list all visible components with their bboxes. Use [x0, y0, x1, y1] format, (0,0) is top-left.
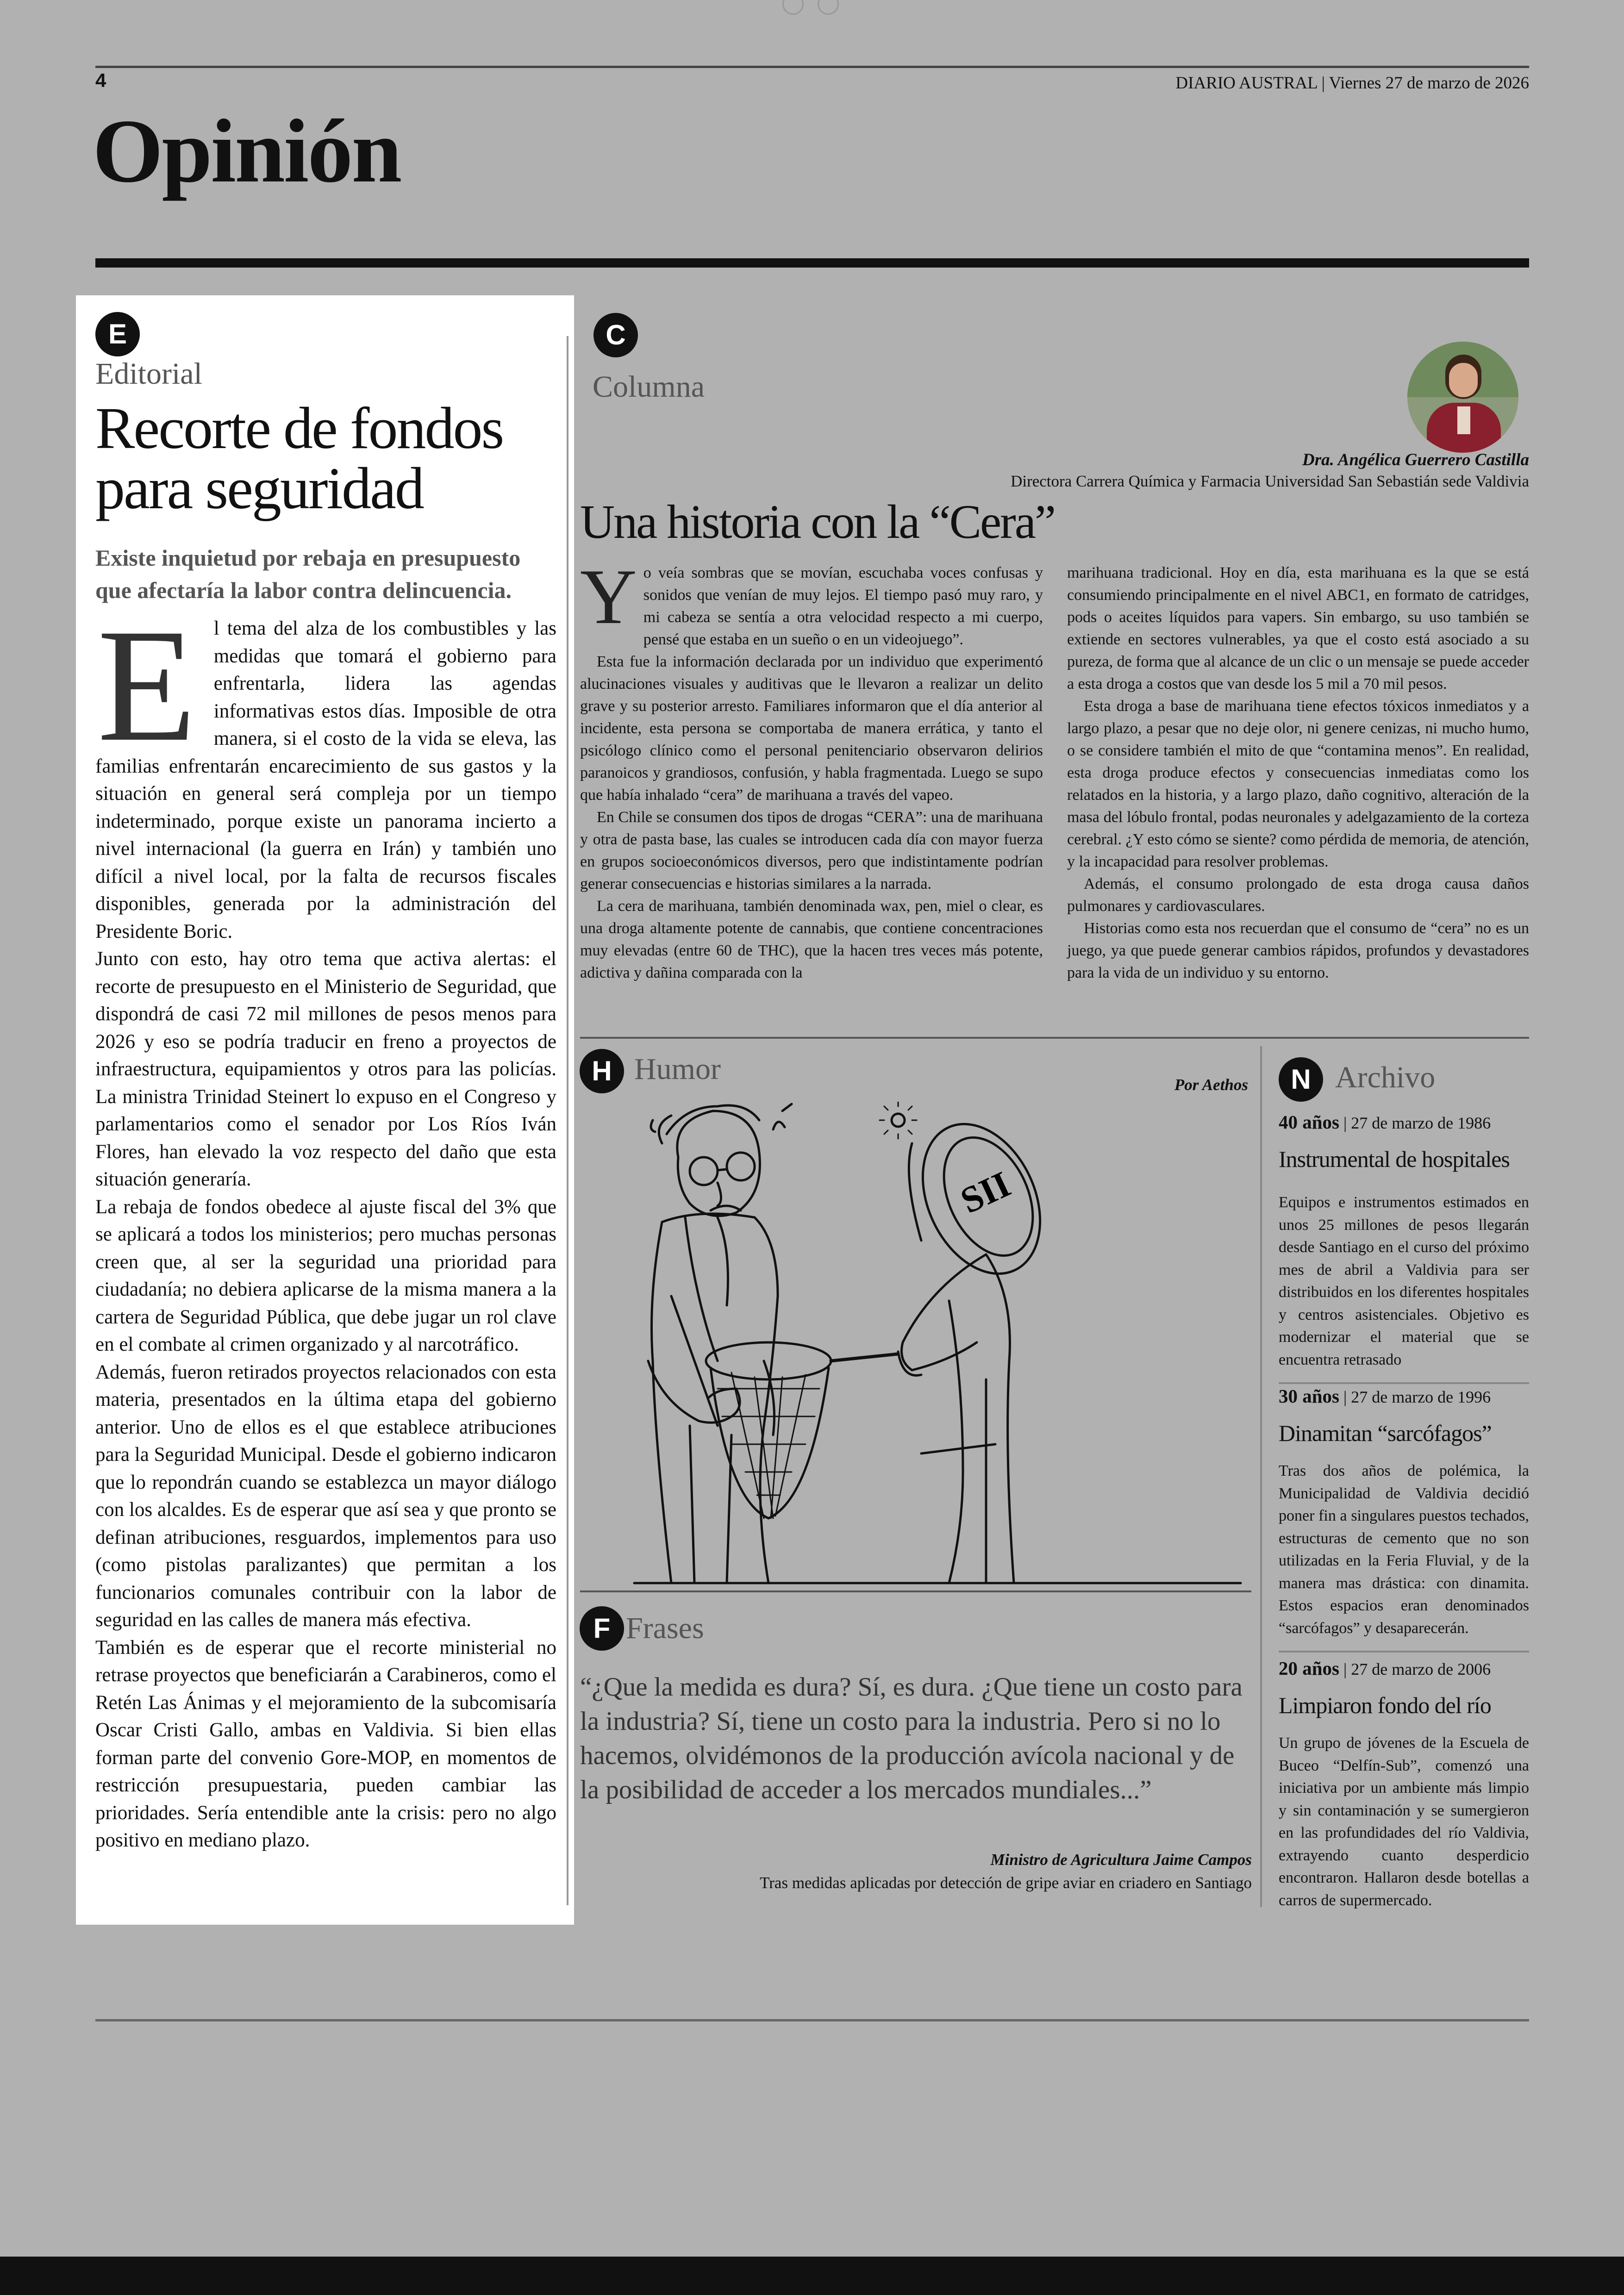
editorial-title: Recorte de fondos para seguridad — [95, 395, 503, 521]
editorial-paragraph: Además, fueron retirados proyectos relacionados con esta materia, presentados en la última etapa del gobierno anterior. Uno de ellos es el que establece atribuciones para la Seguridad Municipal. Desde el gobierno indicaron que lo repondrán cuando se establezca un mayor diálogo con los alcaldes. Es de esperar que así sea y que pronto se definan atribuciones, resguardos, implementos para uso (como pistolas paralizantes) que permitan a los funcionarios comunales contribuir con la labor de seguridad en las calles de manera más efectiva. — [95, 1361, 556, 1631]
archive-text: Un grupo de jóvenes de la Escuela de Buceo “Delfín-Sub”, comenzó una iniciativa por un ambiente más limpio y sin contaminación y se sumergieron en las profundidades del río Valdivia, extrayendo cuanto desperdicio encontraron. Hallaron desde botellas a carros de supermercado. — [1279, 1734, 1529, 1909]
editorial-paragraph: También es de esperar que el recorte ministerial no retrase proyectos que beneficiarán a Carabineros, como el Retén Las Ánimas y el mejoramiento de la subcomisaría Oscar Cristi Gallo, ambas en Valdivia. Si bien ellas forman parte del convenio Gore-MOP, en momentos de restricción presupuestaria, pueden cambiar las prioridades. Sería entendible ante la crisis: pero no algo positivo en mediano plazo. — [95, 1636, 556, 1851]
footer-bar — [0, 2257, 1624, 2295]
cartoon-illustration — [579, 1102, 1250, 1592]
column-paragraph: La cera de marihuana, también denominada wax, pen, miel o clear, es una droga altamente potente de cannabis, que contiene concentraciones muy elevadas (entre 60 de THC), que la hacen tres veces más potente, adictiva y dañina comparada con la — [580, 898, 1043, 981]
archive-years: 20 años — [1279, 1658, 1340, 1679]
frases-quote: “¿Que la medida es dura? Sí, es dura. ¿Que tiene un costo para la industria? Sí, tiene un costo para la industria. Pero si no lo hacemos, olvidémonos de la producción avícola nacional y de la posibilidad de acceder a los mercados mundiales...” — [580, 1672, 1243, 1804]
archivo-label: Archivo — [1335, 1060, 1436, 1094]
archive-entry — [1279, 1385, 1529, 1653]
editorial-subtitle: Existe inquietud por rebaja en presupuesto que afectaría la labor contra delincuencia. — [95, 545, 521, 603]
header-bottom-rule — [95, 258, 1529, 268]
archive-entry-meta: 20 años | 27 de marzo de 2006 — [1279, 1658, 1491, 1679]
archive-title: Dinamitan “sarcófagos” — [1279, 1420, 1492, 1446]
archive-years: 40 años — [1279, 1111, 1340, 1133]
author-name: Dra. Angélica Guerrero Castilla — [1302, 450, 1529, 469]
header-top-rule — [95, 66, 1529, 68]
author-title: Directora Carrera Química y Farmacia Universidad San Sebastián sede Valdivia — [1011, 472, 1529, 490]
column-paragraph: o veía sombras que se movían, escuchaba voces confusas y sonidos que venían de muy lejos. El tiempo pasó muy raro, y mi cabeza se sentía a otra velocidad respecto a mi cuerpo, pensé que estaba en un sueño o en un videojuego”. — [643, 564, 1043, 648]
column-paragraph: marihuana tradicional. Hoy en día, esta marihuana es la que se está consumiendo principalmente en el nivel ABC1, en formato de catridges, pods o aceites líquidos para vapers. Sin embargo, su uso también se extiende en sectores vulnerables, ya que el costo está asociado a su pureza, de forma que al alcance de un clic o un mensaje se puede acceder a esta droga a costos que van desde los 5 mil a 70 mil pesos. — [1067, 564, 1529, 692]
editorial-panel — [76, 295, 574, 1925]
prev-page-icon[interactable] — [782, 0, 804, 15]
column-right-text — [1067, 562, 1529, 984]
section-title: Opinión — [93, 101, 401, 201]
humor-byline: Por Aethos — [1174, 1076, 1248, 1094]
page-bottom-rule — [95, 2019, 1529, 2021]
archive-divider — [1260, 1046, 1262, 1907]
archive-entry-rule — [1279, 1382, 1529, 1384]
frases-context: Tras medidas aplicadas por detección de gripe aviar en criadero en Santiago — [760, 1874, 1252, 1892]
humor-label: Humor — [634, 1052, 721, 1086]
column-label: Columna — [593, 370, 705, 404]
frases-label: Frases — [626, 1611, 704, 1645]
archive-title: Limpiaron fondo del río — [1279, 1692, 1491, 1718]
archive-entry — [1279, 1111, 1529, 1384]
column-dropcap: Y — [580, 553, 637, 640]
archive-years: 30 años — [1279, 1385, 1340, 1407]
editorial-badge: E — [95, 312, 140, 356]
seal-center-text: SII — [955, 1163, 1017, 1222]
column-paragraph: Historias como esta nos recuerdan que el consumo de “cera” no es un juego, ya que puede generar cambios rápidos, profundos y devastadores para la vida de un individuo y su entorno. — [1067, 920, 1529, 981]
column-bottom-rule — [580, 1037, 1529, 1039]
page-number: 4 — [95, 69, 106, 91]
issue-date: Viernes 27 de marzo de 2026 — [1329, 74, 1529, 93]
column-paragraph: Esta droga a base de marihuana tiene efectos tóxicos inmediatos y a largo plazo, a pesar que no deje olor, ni genere cenizas, ni mucho humo, o se considere también el mito de que “contamina menos”. En realidad, esta droga produce efectos y consecuencias inmediatas como los relatados en la historia, y a largo plazo, daño cognitivo, alteración de la masa del lóbulo frontal, podas neuronales y adelgazamiento de la corteza cerebral. ¿Y esto cómo se siente? como pérdida de memoria, de atención, y la incapacidad para resolver problemas. — [1067, 698, 1529, 870]
column-title: Una historia con la “Cera” — [580, 495, 1055, 549]
editorial-paragraph: La rebaja de fondos obedece al ajuste fiscal del 3% que se aplicará a todos los ministerios; pero muchas personas creen que, al ser la seguridad una prioridad para ciudadanía; no debiera aplicarse de la misma manera a la cartera de Seguridad Pública, que debe jugar un rol clave en el combate al crimen organizado y al narcotráfico. — [95, 1196, 556, 1355]
archive-entry-meta: 30 años | 27 de marzo de 1996 — [1279, 1385, 1491, 1407]
archive-entry-rule — [1279, 1651, 1529, 1653]
archive-text: Tras dos años de polémica, la Municipalidad de Valdivia decidió poner fin a singulares puestos techados, estructuras de cemento que no son utilizadas en la Feria Fluvial, y de la manera mas drástica: con dinamita. Estos espacios eran denominados “sarcófagos” y desaparecerán. — [1279, 1462, 1529, 1637]
humor-bottom-rule — [580, 1590, 1251, 1592]
frases-attribution: Ministro de Agricultura Jaime Campos — [990, 1851, 1252, 1869]
cartoon-svg — [579, 1102, 1250, 1592]
archive-date: 27 de marzo de 1996 — [1351, 1388, 1491, 1406]
author-photo — [1407, 342, 1518, 453]
editorial-divider — [567, 336, 568, 1905]
page-dots — [782, 0, 847, 16]
editorial-body — [95, 595, 556, 1854]
archive-entry-meta: 40 años | 27 de marzo de 1986 — [1279, 1111, 1491, 1133]
column-paragraph: En Chile se consumen dos tipos de drogas “CERA”: una de marihuana y otra de pasta base, las cuales se introducen cada día con mayor fuerza en grupos socioeconómicos diversos, pero que indistintamente podrían generar consecuencias e historias similares a la narrada. — [580, 809, 1043, 892]
humor-badge: H — [580, 1049, 624, 1093]
editorial-paragraph: Junto con esto, hay otro tema que activa alertas: el recorte de presupuesto en el Ministerio de Seguridad, que dispondrá de casi 72 mil millones de pesos menos para 2026 y eso se podría traducir en freno a proyectos de infraestructura, equipamientos y otros para las policías. La ministra Trinidad Steinert lo expuso en el Congreso y parlamentarios como el senador por Los Ríos Iván Flores, han elevado la voz respecto del daño que esta situación generaría. — [95, 948, 556, 1190]
column-left-text — [580, 553, 1043, 984]
archive-date: 27 de marzo de 1986 — [1351, 1114, 1491, 1132]
editorial-dropcap: E — [97, 595, 196, 775]
column-paragraph: Esta fue la información declarada por un individuo que experimentó alucinaciones visuales y auditivas que le llevaron a realizar un delito grave y su posterior arresto. Familiares informaron que el día anterior al incidente, esta persona se comportaba de manera errática, y tanto el psicólogo clínico como el personal penitenciario observaron delirios paranoicos y grandiosos, confusión, y habla fragmentada. Luego se supo que había inhalado “cera” de marihuana a través del vapeo. — [580, 653, 1043, 804]
newspaper-name: DIARIO AUSTRAL — [1175, 74, 1318, 93]
next-page-icon[interactable] — [818, 0, 839, 15]
archive-title: Instrumental de hospitales — [1279, 1146, 1510, 1172]
archivo-badge: N — [1279, 1057, 1323, 1102]
masthead-line: DIARIO AUSTRAL | Viernes 27 de marzo de 2026 — [1175, 74, 1529, 93]
archive-entry — [1279, 1657, 1529, 1912]
archive-text: Equipos e instrumentos estimados en unos 25 millones de pesos llegarán desde Santiago en el curso del próximo mes de abril a Valdivia para ser distribuidos en los diferentes hospitales y centros asistenciales. Objetivo es modernizar el material que se encuentra retrasado — [1279, 1194, 1529, 1368]
editorial-label: Editorial — [95, 357, 202, 391]
archive-date: 27 de marzo de 2006 — [1351, 1660, 1491, 1678]
column-paragraph: Además, el consumo prolongado de esta droga causa daños pulmonares y cardiovasculares. — [1067, 875, 1529, 915]
editorial-paragraph: l tema del alza de los combustibles y las medidas que tomará el gobierno para enfrentarla, lidera las agendas informativas estos días. Imposible de otra manera, si el costo de la vida se eleva, las familias enfrentarán encarecimiento de sus gastos y la situación en general será compleja por un tiempo indeterminado, porque existe un panorama incierto a nivel internacional (la guerra en Irán) y también uno difícil a nivel local, por la falta de recursos fiscales disponibles, generada por la administración del Presidente Boric. — [95, 617, 556, 942]
frases-badge: F — [580, 1606, 624, 1651]
column-badge: C — [593, 313, 638, 357]
